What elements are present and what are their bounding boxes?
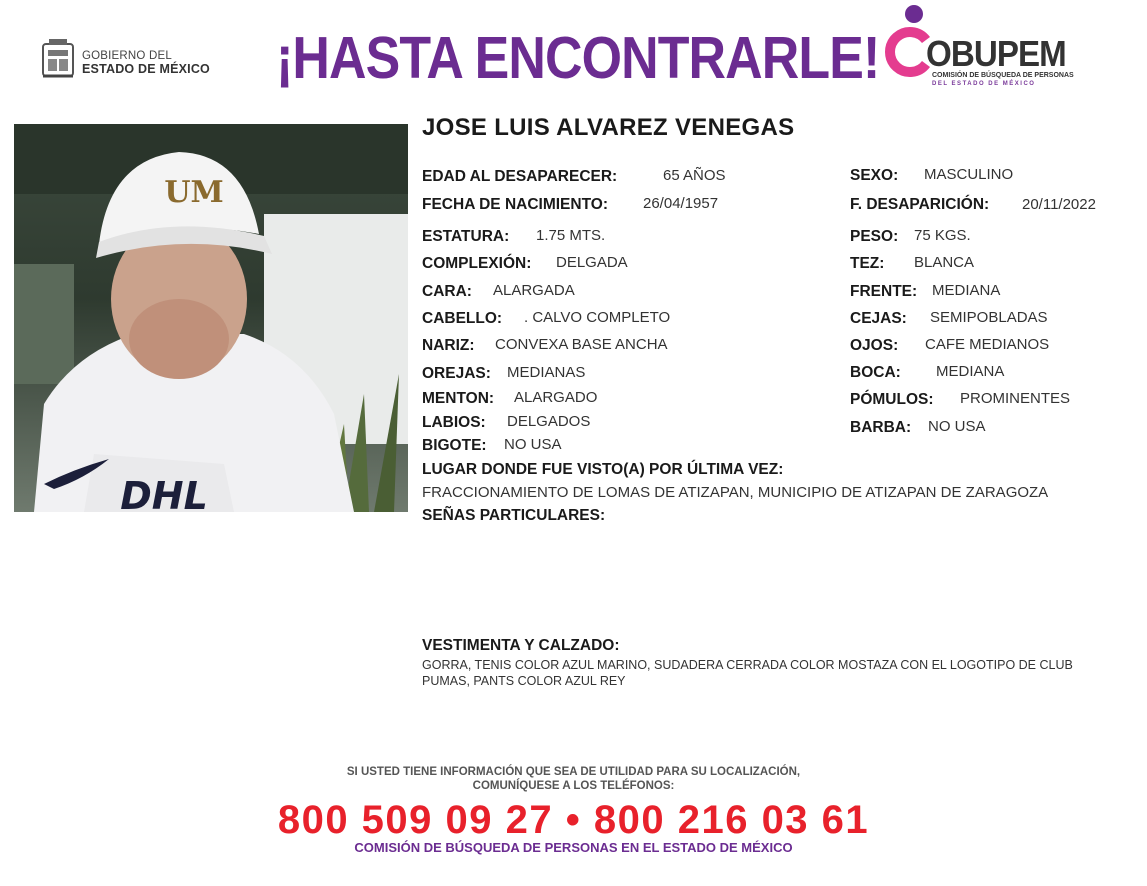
field-label: F. DESAPARICIÓN: [850,196,990,213]
contact-info-line2: COMUNÍQUESE A LOS TELÉFONOS: [472,780,675,792]
field-value: 20/11/2022 [1022,196,1096,213]
cobupem-subtitle: COMISIÓN DE BÚSQUEDA DE PERSONAS [932,72,1074,79]
field-value: PROMINENTES [960,390,1071,407]
field-label: TEZ: [850,255,885,272]
last-seen-place: FRACCIONAMIENTO DE LOMAS DE ATIZAPAN, MUNICIPIO DE ATIZAPAN DE ZARAGOZA [422,484,1049,501]
field-label: CABELLO: [422,310,503,327]
cobupem-c-icon [884,2,932,82]
field-value: 26/04/1957 [643,195,719,212]
field-label: FRENTE: [850,283,918,300]
cap-logo: UM [164,175,224,210]
field-value: MASCULINO [924,166,1014,183]
government-logo [40,38,240,84]
field-label: NARIZ: [422,337,475,354]
marks-label: SEÑAS PARTICULARES: [422,507,606,524]
field-label: ESTATURA: [422,228,510,245]
person-name: JOSE LUIS ALVAREZ VENEGAS [422,114,795,141]
field-label: FECHA DE NACIMIENTO: [422,196,608,213]
clothing-label: VESTIMENTA Y CALZADO: [422,637,620,654]
field-value: CAFE MEDIANOS [925,336,1050,353]
field-label: MENTON: [422,390,495,407]
field-value: 1.75 MTS. [536,227,606,244]
cobupem-subtitle-state: DEL ESTADO DE MÉXICO [932,81,1036,87]
field-value: NO USA [504,436,562,453]
shirt-logo: DHL [120,474,208,512]
contact-info-line1: SI USTED TIENE INFORMACIÓN QUE SEA DE UTILIDAD PARA SU LOCALIZACIÓN, [346,766,801,778]
field-value: MEDIANA [932,282,1001,299]
field-label: CEJAS: [850,310,907,327]
government-name [82,50,210,76]
field-value: BLANCA [914,254,975,271]
field-label: LABIOS: [422,414,486,431]
field-label: PÓMULOS: [850,391,934,408]
field-value: . CALVO COMPLETO [524,309,671,326]
cobupem-logo [884,2,1084,92]
field-label: PESO: [850,228,899,245]
clothing-description: GORRA, TENIS COLOR AZUL MARINO, SUDADERA CERRADA COLOR MOSTAZA CON EL LOGOTIPO DE CLUB PUMAS, PANTS COLOR AZUL REY [422,658,1073,688]
field-value: DELGADOS [507,413,591,430]
field-value: SEMIPOBLADAS [930,309,1048,326]
last-seen-label: LUGAR DONDE FUE VISTO(A) POR ÚLTIMA VEZ: [422,461,784,478]
field-label: OJOS: [850,337,899,354]
person-photo [14,124,408,512]
field-value: ALARGADO [514,389,598,406]
phone-numbers: 800 509 09 27 • 800 216 03 61 [277,798,870,842]
headline: ¡HASTA ENCONTRARLE! [276,25,880,91]
field-label: COMPLEXIÓN: [422,255,532,272]
field-label: BIGOTE: [422,437,487,454]
cobupem-wordmark: OBUPEM [926,33,1066,74]
photo-illustration [14,124,408,512]
field-value: 65 AÑOS [663,167,726,184]
field-value: MEDIANA [936,363,1005,380]
state-seal-icon [40,38,76,80]
field-value: CONVEXA BASE ANCHA [495,336,668,353]
field-value: ALARGADA [493,282,575,299]
field-value: DELGADA [556,254,628,271]
commission-name: COMISIÓN DE BÚSQUEDA DE PERSONAS EN EL ESTADO DE MÉXICO [354,840,793,855]
field-label: SEXO: [850,167,899,184]
gov-line1: GOBIERNO DEL [82,50,172,62]
field-label: BOCA: [850,364,901,381]
field-value: MEDIANAS [507,364,586,381]
field-label: OREJAS: [422,365,491,382]
field-value: 75 KGS. [914,227,971,244]
field-value: NO USA [928,418,986,435]
gov-line2: ESTADO DE MÉXICO [82,62,210,76]
field-label: EDAD AL DESAPARECER: [422,168,618,185]
field-label: CARA: [422,283,472,300]
field-label: BARBA: [850,419,912,436]
